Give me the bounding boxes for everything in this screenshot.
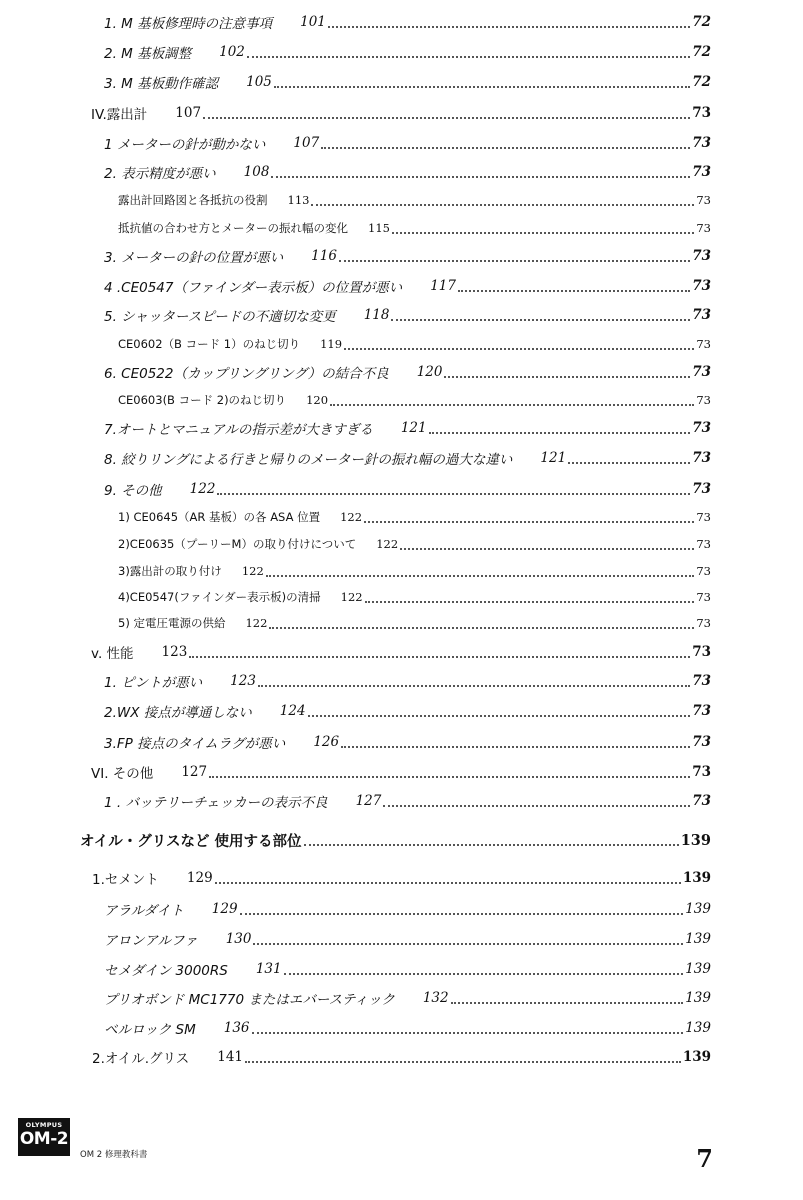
toc-entry xyxy=(0,40,803,64)
toc-entry-page: 73 xyxy=(696,564,711,578)
toc-entry-title: IV.露出計 xyxy=(91,107,148,123)
toc-entry-title: 7.オートとマニュアルの指示差が大きすぎる xyxy=(104,422,373,438)
toc-entry xyxy=(0,828,803,852)
toc-dot-leader xyxy=(252,1032,684,1034)
toc-entry xyxy=(0,611,803,635)
toc-entry-section-number: 101 xyxy=(300,14,326,30)
toc-entry-title: ベルロック SM xyxy=(104,1022,196,1038)
toc-dot-leader xyxy=(339,260,690,262)
toc-entry-page: 73 xyxy=(696,590,711,604)
toc-dot-leader xyxy=(341,746,690,748)
toc-dot-leader xyxy=(311,204,694,206)
toc-entry-page: 72 xyxy=(692,44,711,60)
toc-entry xyxy=(0,789,803,813)
toc-entry-page: 73 xyxy=(692,450,711,466)
toc-entry-title: アラルダイト xyxy=(104,903,184,919)
book-title: OM 2 修理教科書 xyxy=(80,1150,148,1160)
toc-dot-leader xyxy=(568,462,690,464)
toc-dot-leader xyxy=(400,548,694,550)
toc-dot-leader xyxy=(189,656,690,658)
toc-entry xyxy=(0,699,803,723)
toc-entry xyxy=(0,477,803,501)
toc-dot-leader xyxy=(271,176,690,178)
toc-entry xyxy=(0,1016,803,1040)
toc-entry xyxy=(0,131,803,155)
toc-entry xyxy=(0,1045,803,1069)
toc-dot-leader xyxy=(392,232,694,234)
toc-dot-leader xyxy=(266,575,695,577)
toc-entry-title: VI. その他 xyxy=(91,766,154,782)
toc-dot-leader xyxy=(274,86,690,88)
toc-entry-title: CE0603(B コード 2)のねじ切り xyxy=(118,393,287,407)
toc-dot-leader xyxy=(321,147,690,149)
toc-entry-title: 1. ピントが悪い xyxy=(104,675,203,691)
toc-entry-title: 3)露出計の取り付け xyxy=(118,564,222,578)
olympus-om2-logo xyxy=(18,1118,70,1156)
toc-entry xyxy=(0,70,803,94)
toc-entry xyxy=(0,559,803,583)
toc-entry-section-number: 122 xyxy=(241,564,264,578)
toc-dot-leader xyxy=(330,404,694,406)
toc-entry-section-number: 107 xyxy=(175,105,202,121)
toc-entry-page: 73 xyxy=(692,248,711,264)
toc-entry-page: 73 xyxy=(692,481,711,497)
toc-entry-page: 73 xyxy=(692,644,711,660)
toc-entry-section-number: 123 xyxy=(161,644,188,660)
toc-entry xyxy=(0,274,803,298)
toc-entry-section-number: 122 xyxy=(340,590,363,604)
toc-entry-page: 73 xyxy=(692,793,711,809)
toc-dot-leader xyxy=(365,601,695,603)
toc-dot-leader xyxy=(245,1061,681,1063)
toc-entry-section-number: 121 xyxy=(400,420,427,436)
toc-entry xyxy=(0,188,803,212)
toc-entry-title: 5. シャッタースピードの不適切な変更 xyxy=(104,309,336,325)
toc-entry xyxy=(0,897,803,921)
toc-dot-leader xyxy=(458,290,690,292)
toc-entry-page: 73 xyxy=(692,703,711,719)
toc-entry xyxy=(0,957,803,981)
toc-entry-title: 4 .CE0547（ファインダー表示板）の位置が悪い xyxy=(104,280,403,296)
toc-entry-title: 1) CE0645（AR 基板）の各 ASA 位置 xyxy=(118,510,321,524)
toc-dot-leader xyxy=(383,805,690,807)
toc-entry-title: オイル・グリスなど 使用する部位 xyxy=(80,833,302,850)
toc-dot-leader xyxy=(328,26,690,28)
toc-entry-page: 73 xyxy=(696,337,711,351)
toc-entry-page: 73 xyxy=(696,393,711,407)
toc-entry-title: 1.セメント xyxy=(92,872,159,888)
toc-entry xyxy=(0,669,803,693)
toc-entry-page: 139 xyxy=(685,931,711,947)
toc-entry xyxy=(0,388,803,412)
toc-entry-section-number: 102 xyxy=(219,44,245,60)
toc-entry-title: 8. 絞りリングによる行きと帰りのメーター針の振れ幅の過大な違い xyxy=(104,452,513,468)
toc-entry-page: 73 xyxy=(696,510,711,524)
toc-entry-page: 73 xyxy=(692,135,711,151)
toc-entry-section-number: 120 xyxy=(306,393,329,407)
page-number: 7 xyxy=(696,1144,713,1173)
toc-entry-title: 9. その他 xyxy=(104,483,162,499)
toc-entry-page: 73 xyxy=(692,278,711,294)
toc-entry-section-number: 120 xyxy=(416,364,443,380)
toc-entry-section-number: 116 xyxy=(311,248,337,264)
toc-dot-leader xyxy=(451,1002,684,1004)
toc-entry xyxy=(0,416,803,440)
toc-entry-title: 1. M 基板修理時の注意事項 xyxy=(104,16,273,32)
toc-entry xyxy=(0,640,803,664)
toc-entry xyxy=(0,332,803,356)
toc-entry-section-number: 127 xyxy=(355,793,382,809)
toc-entry-section-number: 119 xyxy=(320,337,343,351)
toc-dot-leader xyxy=(429,432,691,434)
toc-entry-title: 1 . バッテリーチェッカーの表示不良 xyxy=(104,795,328,811)
toc-entry-title: 5) 定電圧電源の供給 xyxy=(118,616,226,630)
toc-entry-title: v. 性能 xyxy=(91,646,134,662)
toc-dot-leader xyxy=(269,627,694,629)
toc-entry-section-number: 124 xyxy=(279,703,306,719)
toc-dot-leader xyxy=(253,943,683,945)
toc-dot-leader xyxy=(391,319,690,321)
toc-entry-page: 73 xyxy=(692,734,711,750)
toc-entry-page: 139 xyxy=(685,961,711,977)
toc-entry-page: 73 xyxy=(692,764,711,780)
toc-entry-section-number: 136 xyxy=(223,1020,250,1036)
toc-dot-leader xyxy=(344,348,694,350)
toc-entry xyxy=(0,446,803,470)
toc-entry-title: 1 メーターの針が動かない xyxy=(104,137,266,153)
toc-entry xyxy=(0,360,803,384)
toc-entry-section-number: 122 xyxy=(245,616,268,630)
toc-entry-section-number: 127 xyxy=(181,764,208,780)
toc-entry-section-number: 122 xyxy=(340,510,363,524)
toc-entry xyxy=(0,10,803,34)
toc-entry-title: CE0602（B コード 1）のねじ切り xyxy=(118,337,301,351)
toc-entry-page: 73 xyxy=(696,537,711,551)
toc-entry-section-number: 117 xyxy=(430,278,456,294)
toc-entry-page: 73 xyxy=(692,164,711,180)
toc-dot-leader xyxy=(203,117,690,119)
toc-entry-title: 3. メーターの針の位置が悪い xyxy=(104,250,284,266)
toc-entry-title: 6. CE0522（カップリングリング）の結合不良 xyxy=(104,366,389,382)
toc-entry-page: 139 xyxy=(685,901,711,917)
toc-entry-section-number: 122 xyxy=(376,537,399,551)
toc-entry-page: 73 xyxy=(692,420,711,436)
toc-entry-section-number: 123 xyxy=(230,673,256,689)
toc-entry-title: セメダイン 3000RS xyxy=(104,963,228,979)
toc-dot-leader xyxy=(247,56,690,58)
toc-entry-section-number: 132 xyxy=(422,990,449,1006)
toc-entry-section-number: 129 xyxy=(186,870,213,886)
toc-entry-section-number: 129 xyxy=(211,901,238,917)
toc-entry-section-number: 121 xyxy=(540,450,567,466)
toc-entry-title: 抵抗値の合わせ方とメーターの振れ幅の変化 xyxy=(118,221,348,235)
toc-entry-page: 73 xyxy=(696,616,711,630)
toc-entry-title: 3.FP 接点のタイムラグが悪い xyxy=(104,736,286,752)
toc-dot-leader xyxy=(258,685,690,687)
logo-model: OM-2 xyxy=(19,1129,69,1149)
toc-entry xyxy=(0,986,803,1010)
toc-dot-leader xyxy=(209,776,690,778)
toc-entry-title: 3. M 基板動作確認 xyxy=(104,76,219,92)
toc-entry xyxy=(0,760,803,784)
toc-entry-page: 139 xyxy=(682,870,711,886)
toc-dot-leader xyxy=(284,973,684,975)
toc-entry-section-number: 115 xyxy=(368,221,390,235)
toc-entry-title: 2.WX 接点が導通しない xyxy=(104,705,252,721)
toc-entry-page: 139 xyxy=(680,831,711,849)
toc-entry xyxy=(0,244,803,268)
toc-entry-title: プリオボンド MC1770 またはエバースティック xyxy=(104,992,395,1008)
toc-entry-title: 2)CE0635（プーリーM）の取り付けについて xyxy=(118,537,357,551)
toc-entry-section-number: 118 xyxy=(363,307,390,323)
toc-entry xyxy=(0,160,803,184)
toc-entry-title: アロンアルファ xyxy=(104,933,198,949)
toc-entry-title: 2. M 基板調整 xyxy=(104,46,192,62)
toc-entry-page: 73 xyxy=(696,221,711,235)
page-footer xyxy=(0,1100,803,1200)
toc-entry-page: 73 xyxy=(692,105,711,121)
toc-dot-leader xyxy=(215,882,681,884)
toc-entry-page: 73 xyxy=(696,193,711,207)
toc-entry-title: 2. 表示精度が悪い xyxy=(104,166,216,182)
toc-entry-section-number: 108 xyxy=(243,164,270,180)
toc-entry-page: 139 xyxy=(685,990,711,1006)
toc-entry xyxy=(0,216,803,240)
toc-entry xyxy=(0,505,803,529)
toc-entry-section-number: 113 xyxy=(287,193,310,207)
toc-entry xyxy=(0,101,803,125)
toc-entry-page: 73 xyxy=(692,307,711,323)
toc-entry-page: 139 xyxy=(682,1049,711,1065)
toc-entry-section-number: 141 xyxy=(217,1049,244,1065)
toc-entry-section-number: 105 xyxy=(246,74,272,90)
toc-dot-leader xyxy=(364,521,694,523)
toc-entry-page: 73 xyxy=(692,364,711,380)
toc-entry-title: 2.オイル.グリス xyxy=(92,1051,190,1067)
toc-dot-leader xyxy=(217,493,690,495)
toc-dot-leader xyxy=(304,844,679,846)
toc-entry xyxy=(0,303,803,327)
toc-entry-section-number: 131 xyxy=(255,961,282,977)
toc-dot-leader xyxy=(308,715,691,717)
toc-dot-leader xyxy=(444,376,690,378)
logo-brand: OLYMPUS xyxy=(25,1121,63,1129)
toc-entry-section-number: 126 xyxy=(313,734,340,750)
toc-entry-title: 4)CE0547(ファインダー表示板)の清掃 xyxy=(118,590,321,604)
toc-entry-section-number: 107 xyxy=(293,135,320,151)
toc-entry xyxy=(0,532,803,556)
toc-entry xyxy=(0,927,803,951)
toc-dot-leader xyxy=(240,913,684,915)
toc-entry-page: 139 xyxy=(685,1020,711,1036)
toc-entry-section-number: 130 xyxy=(225,931,252,947)
toc-entry-page: 72 xyxy=(692,14,711,30)
toc-entry-title: 露出計回路図と各抵抗の役割 xyxy=(118,193,268,207)
toc-entry-section-number: 122 xyxy=(189,481,216,497)
toc-entry xyxy=(0,730,803,754)
toc-entry xyxy=(0,866,803,890)
toc-entry-page: 73 xyxy=(692,673,711,689)
toc-entry-page: 72 xyxy=(692,74,711,90)
toc-entry xyxy=(0,585,803,609)
